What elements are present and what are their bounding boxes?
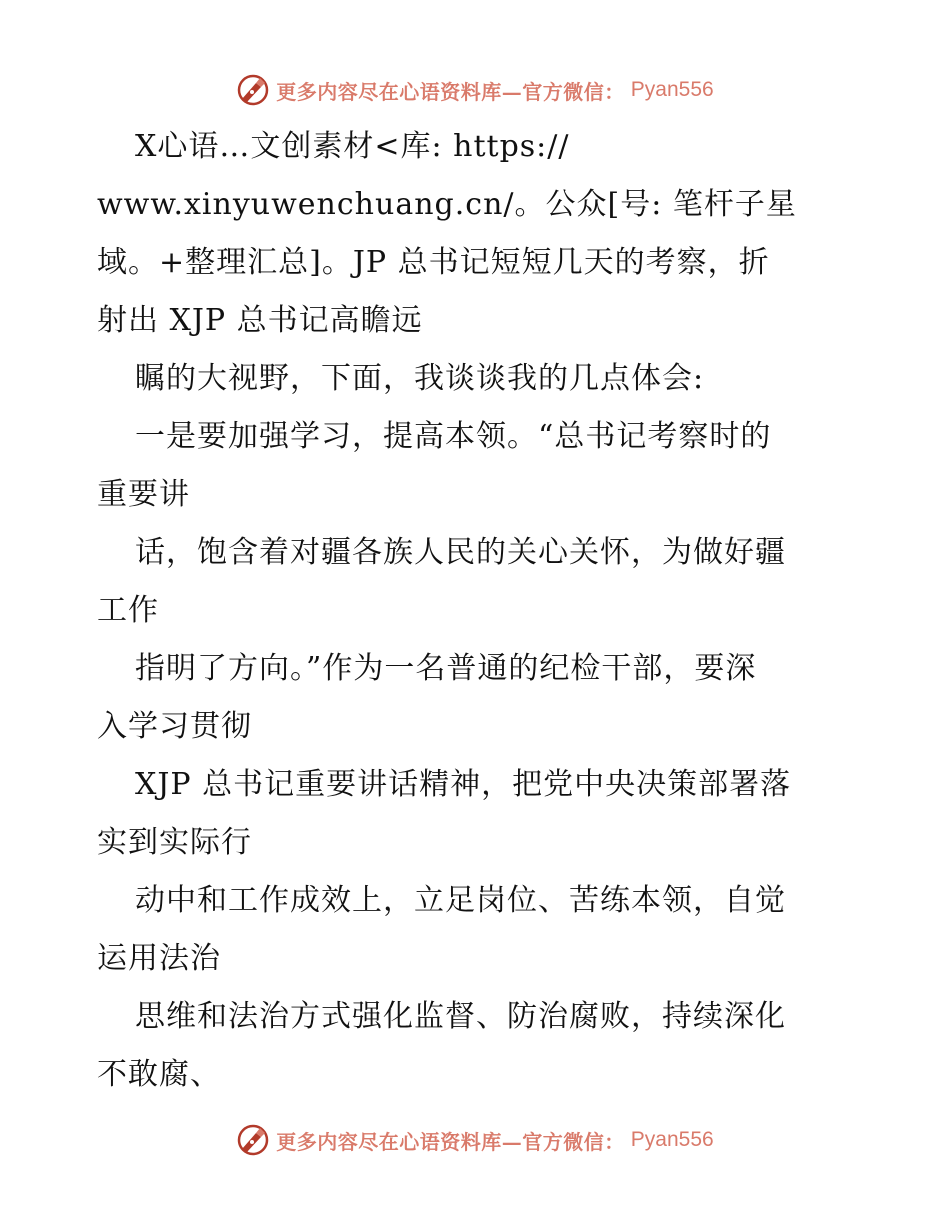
footer-banner: [0, 1120, 950, 1160]
text-line: www.xinyuwenchuang.cn/。公众[号: 笔杆子星: [97, 187, 797, 222]
text-line: 入学习贯彻: [97, 709, 252, 744]
banner-wechat-handle: Pyan556: [630, 78, 714, 101]
text-line: 话，饱含着对疆各族人民的关心关怀，为做好疆: [135, 535, 786, 570]
text-line: 重要讲: [97, 477, 190, 512]
text-line: 域。+整理汇总]。JP 总书记短短几天的考察，折: [97, 245, 770, 280]
text-line: 一是要加强学习，提高本领。“总书记考察时的: [135, 419, 772, 454]
pen-nib-logo-icon: [236, 73, 270, 107]
banner-wechat-handle: Pyan556: [630, 1128, 714, 1151]
banner-text: 更多内容尽在心语资料库—官方微信：: [276, 1129, 625, 1154]
banner-text: 更多内容尽在心语资料库—官方微信：: [276, 79, 625, 104]
text-line: 实到实际行: [97, 825, 252, 860]
text-line: 不敢腐、: [97, 1057, 221, 1092]
text-line: 指明了方向。”作为一名普通的纪检干部，要深: [135, 651, 757, 686]
text-line: XJP 总书记重要讲话精神，把党中央决策部署落: [135, 767, 792, 802]
text-line: 运用法治: [97, 941, 221, 976]
text-line: 射出 XJP 总书记高瞻远: [97, 303, 423, 338]
text-line: X心语…文创素材<库: https://: [135, 129, 570, 164]
document-body: [97, 118, 857, 1104]
pen-nib-logo-icon: [236, 1123, 270, 1157]
text-line: 工作: [97, 593, 159, 628]
text-line: 瞩的大视野，下面，我谈谈我的几点体会:: [135, 361, 705, 396]
header-banner: [0, 70, 950, 110]
text-line: 思维和法治方式强化监督、防治腐败，持续深化: [135, 999, 786, 1034]
text-line: 动中和工作成效上，立足岗位、苦练本领，自觉: [135, 883, 786, 918]
